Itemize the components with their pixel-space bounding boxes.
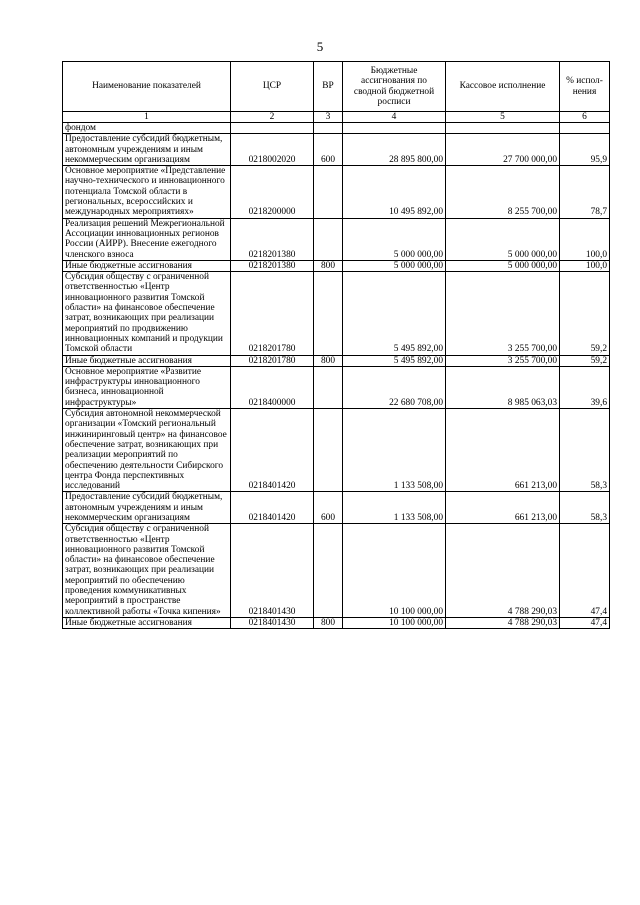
cell-vr: [314, 366, 343, 408]
cell-pct: 100,0: [560, 218, 610, 260]
cell-vr: [314, 524, 343, 618]
column-numbers-row: [63, 112, 610, 123]
header-budget: Бюджетные ассигнования по сводной бюджетной росписи: [343, 62, 446, 112]
cell-vr: 800: [314, 355, 343, 366]
cell-pct: 47,4: [560, 524, 610, 618]
table-row: [63, 166, 610, 218]
cell-cash: 4 788 290,03: [446, 617, 560, 628]
cell-name: Иные бюджетные ассигнования: [63, 355, 231, 366]
table-row: [63, 134, 610, 166]
column-number: 2: [231, 112, 314, 123]
cell-budget: 1 133 508,00: [343, 409, 446, 492]
table-row: [63, 492, 610, 524]
cell-name: Субсидия обществу с ограниченной ответственностью «Центр инновационного развития Томской области» на финансовое обеспечение затрат, возникающих при реализации мероприятий по обеспечению проведения коммуникативных мероприятий в пространстве коллективной работы «Точка кипения»: [63, 524, 231, 618]
cell-vr: [314, 409, 343, 492]
cell-name: Реализация решений Межрегиональной Ассоциации инновационных регионов России (АИРР). Внесение ежегодного членского взноса: [63, 218, 231, 260]
cell-pct: 100,0: [560, 260, 610, 271]
cell-csr: 0218201380: [231, 218, 314, 260]
cell-csr: 0218401420: [231, 492, 314, 524]
cell-budget: 5 495 892,00: [343, 355, 446, 366]
cell-csr: 0218201380: [231, 260, 314, 271]
cell-cash: 5 000 000,00: [446, 218, 560, 260]
cell-csr: 0218002020: [231, 134, 314, 166]
table-row: [63, 524, 610, 618]
cell-budget: 5 495 892,00: [343, 272, 446, 355]
header-name: Наименование показателей: [63, 62, 231, 112]
cell-name: Субсидия обществу с ограниченной ответственностью «Центр инновационного развития Томской области» на финансовое обеспечение затрат, возникающих при реализации мероприятий по продвижению инновационных компаний и продукции Томской области: [63, 272, 231, 355]
cell-vr: 600: [314, 134, 343, 166]
table-body: [63, 123, 610, 629]
cell-vr: 600: [314, 492, 343, 524]
cell-cash: 661 213,00: [446, 409, 560, 492]
table-row: [63, 617, 610, 628]
cell-pct: 59,2: [560, 355, 610, 366]
table-row: [63, 260, 610, 271]
header-vr: ВР: [314, 62, 343, 112]
cell-vr: 800: [314, 617, 343, 628]
cell-pct: 58,3: [560, 409, 610, 492]
cell-pct: 47,4: [560, 617, 610, 628]
cell-csr: [231, 123, 314, 134]
table-row: [63, 355, 610, 366]
cell-name: Субсидия автономной некоммерческой организации «Томский региональный инжиниринговый центр» на финансовое обеспечение затрат, возникающих при реализации мероприятий по обеспечению деятельности Сибирского центра Фонда перспективных исследований: [63, 409, 231, 492]
cell-budget: 10 100 000,00: [343, 524, 446, 618]
budget-execution-table: [62, 61, 610, 629]
cell-vr: [314, 166, 343, 218]
header-cash: Кассовое исполнение: [446, 62, 560, 112]
cell-cash: 4 788 290,03: [446, 524, 560, 618]
cell-vr: [314, 218, 343, 260]
cell-csr: 0218201780: [231, 272, 314, 355]
cell-pct: 59,2: [560, 272, 610, 355]
cell-name: Предоставление субсидий бюджетным, автономным учреждениям и иным некоммерческим организациям: [63, 492, 231, 524]
cell-name: Иные бюджетные ассигнования: [63, 617, 231, 628]
cell-csr: 0218401430: [231, 617, 314, 628]
table-row: [63, 218, 610, 260]
table-row: [63, 409, 610, 492]
cell-pct: 95,9: [560, 134, 610, 166]
cell-csr: 0218200000: [231, 166, 314, 218]
cell-budget: 1 133 508,00: [343, 492, 446, 524]
cell-cash: 3 255 700,00: [446, 272, 560, 355]
cell-pct: [560, 123, 610, 134]
cell-budget: 10 100 000,00: [343, 617, 446, 628]
cell-budget: [343, 123, 446, 134]
cell-pct: 39,6: [560, 366, 610, 408]
header-csr: ЦСР: [231, 62, 314, 112]
cell-name: фондом: [63, 123, 231, 134]
cell-budget: 5 000 000,00: [343, 260, 446, 271]
cell-name: Иные бюджетные ассигнования: [63, 260, 231, 271]
column-number: 1: [63, 112, 231, 123]
cell-cash: [446, 123, 560, 134]
cell-budget: 28 895 800,00: [343, 134, 446, 166]
cell-name: Основное мероприятие «Развитие инфраструктуры инновационного бизнеса, инновационной инфраструктуры»: [63, 366, 231, 408]
cell-pct: 58,3: [560, 492, 610, 524]
cell-vr: [314, 123, 343, 134]
table-row: [63, 366, 610, 408]
cell-pct: 78,7: [560, 166, 610, 218]
cell-csr: 0218201780: [231, 355, 314, 366]
cell-cash: 661 213,00: [446, 492, 560, 524]
cell-budget: 22 680 708,00: [343, 366, 446, 408]
cell-csr: 0218401430: [231, 524, 314, 618]
table-header-row: [63, 62, 610, 112]
cell-budget: 10 495 892,00: [343, 166, 446, 218]
column-number: 4: [343, 112, 446, 123]
cell-cash: 5 000 000,00: [446, 260, 560, 271]
cell-cash: 8 985 063,03: [446, 366, 560, 408]
header-pct: % испол-нения: [560, 62, 610, 112]
cell-cash: 8 255 700,00: [446, 166, 560, 218]
column-number: 3: [314, 112, 343, 123]
cell-vr: 800: [314, 260, 343, 271]
table-row: [63, 123, 610, 134]
cell-name: Основное мероприятие «Представление научно-технического и инновационного потенциала Томской области в региональных, всероссийских и международных мероприятиях»: [63, 166, 231, 218]
page-number: 5: [316, 39, 324, 54]
cell-csr: 0218400000: [231, 366, 314, 408]
column-number: 5: [446, 112, 560, 123]
cell-budget: 5 000 000,00: [343, 218, 446, 260]
cell-cash: 3 255 700,00: [446, 355, 560, 366]
cell-csr: 0218401420: [231, 409, 314, 492]
column-number: 6: [560, 112, 610, 123]
table-row: [63, 272, 610, 355]
cell-cash: 27 700 000,00: [446, 134, 560, 166]
cell-name: Предоставление субсидий бюджетным, автономным учреждениям и иным некоммерческим организациям: [63, 134, 231, 166]
cell-vr: [314, 272, 343, 355]
